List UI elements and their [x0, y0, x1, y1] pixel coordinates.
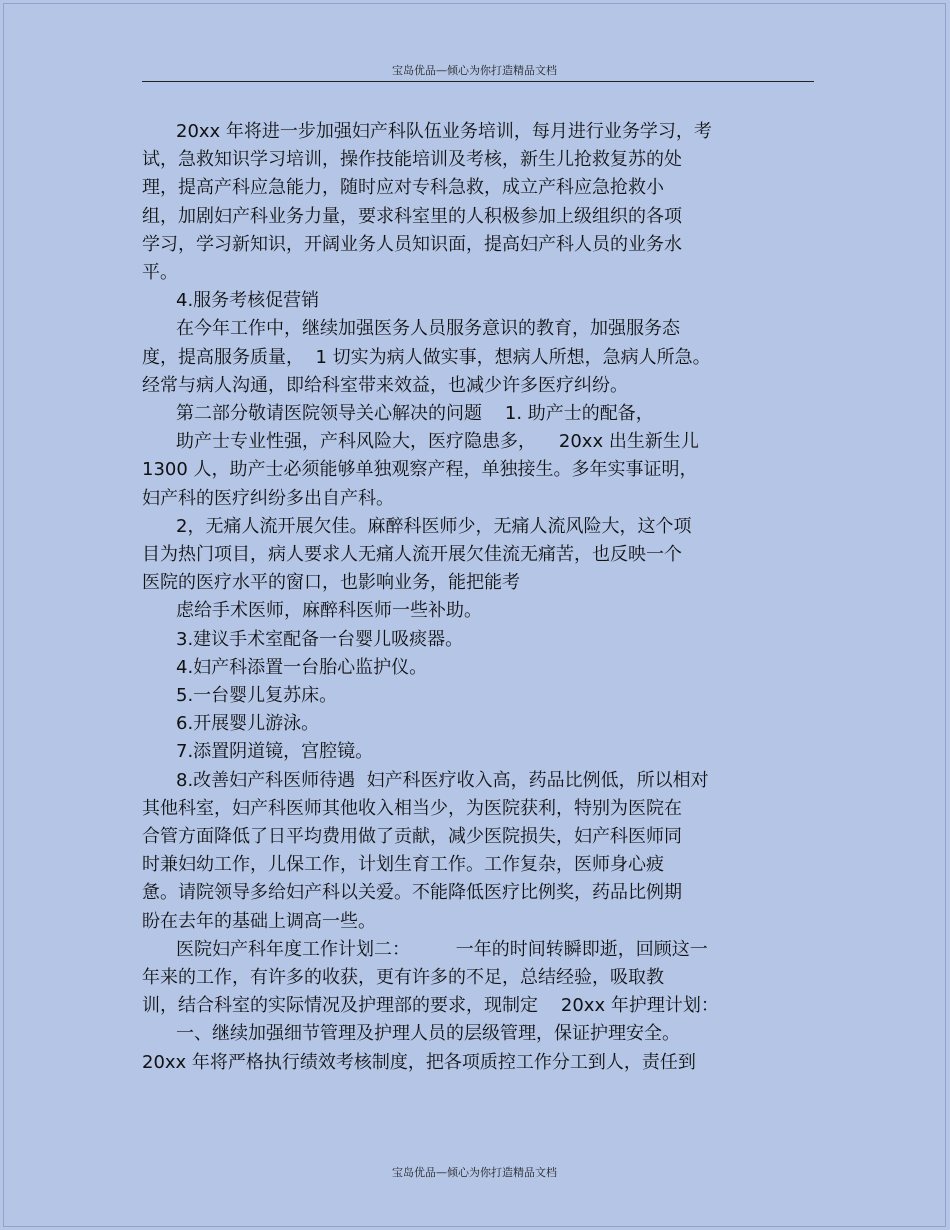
text-line: 惫。请院领导多给妇产科以关爱。不能降低医疗比例奖，药品比例期	[142, 882, 682, 904]
text-line: 盼在去年的基础上调高一些。	[142, 910, 376, 932]
text-line: 7.添置阴道镜，宫腔镜。	[176, 741, 374, 763]
text-line: 1300 人，助产士必须能够单独观察产程，单独接生。多年实事证明，	[142, 459, 698, 481]
text-line: 6.开展婴儿游泳。	[176, 713, 320, 735]
text-line: 医院的医疗水平的窗口，也影响业务，能把能考	[142, 572, 520, 594]
text-line: 平。	[142, 262, 178, 283]
text-line: 助产士专业性强，产科风险大，医疗隐患多， 20xx 出生新生儿	[176, 431, 699, 453]
text-line: 4.妇产科添置一台胎心监护仪。	[176, 656, 428, 678]
text-line: 在今年工作中，继续加强医务人员服务意识的教育，加强服务态	[176, 318, 680, 340]
text-line: 医院妇产科年度工作计划二： 一年的时间转瞬即逝，回顾这一	[176, 938, 708, 960]
text-line: 20xx 年将进一步加强妇产科队伍业务培训，每月进行业务学习，考	[176, 121, 712, 142]
text-line: 妇产科的医疗纠纷多出自产科。	[142, 487, 394, 509]
text-line: 学习，学习新知识，开阔业务人员知识面，提高妇产科人员的业务水	[142, 233, 682, 255]
header-divider	[142, 81, 814, 82]
text-line: 8.改善妇产科医师待遇 妇产科医疗收入高，药品比例低，所以相对	[176, 769, 709, 791]
text-line: 一、继续加强细节管理及护理人员的层级管理，保证护理安全。	[176, 1023, 680, 1045]
text-line: 试，急救知识学习培训，操作技能培训及考核，新生儿抢救复苏的处	[142, 149, 682, 171]
page-header: 宝岛优品—倾心为你打造精品文档	[392, 64, 557, 77]
text-line: 时兼妇幼工作，儿保工作，计划生育工作。工作复杂，医师身心疲	[142, 854, 664, 876]
text-line: 训，结合科室的实际情况及护理部的要求，现制定 20xx 年护理计划：	[142, 995, 719, 1017]
text-line: 2，无痛人流开展欠佳。麻醉科医师少，无痛人流风险大，这个项	[176, 515, 692, 537]
text-line: 年来的工作，有许多的收获，更有许多的不足，总结经验，吸取教	[142, 967, 664, 988]
text-line: 5.一台婴儿复苏床。	[176, 685, 338, 706]
page-footer: 宝岛优品—倾心为你打造精品文档	[392, 1166, 557, 1179]
text-line: 其他科室，妇产科医师其他收入相当少，为医院获利，特别为医院在	[142, 797, 682, 819]
text-line: 20xx 年将严格执行绩效考核制度，把各项质控工作分工到人，责任到	[142, 1051, 696, 1073]
text-line: 4.服务考核促营销	[176, 290, 320, 312]
text-line: 合管方面降低了日平均费用做了贡献，减少医院损失，妇产科医师同	[142, 826, 682, 847]
document-page	[3, 3, 946, 1227]
text-line: 3.建议手术室配备一台婴儿吸痰器。	[176, 628, 464, 650]
text-line: 虑给手术医师，麻醉科医师一些补助。	[176, 600, 482, 622]
text-line: 组，加剧妇产科业务力量，要求科室里的人积极参加上级组织的各项	[142, 205, 682, 227]
text-line: 理，提高产科应急能力，随时应对专科急救，成立产科应急抢救小	[142, 177, 664, 199]
text-line: 经常与病人沟通，即给科室带来效益，也减少许多医疗纠纷。	[142, 374, 628, 396]
text-line: 第二部分敬请医院领导关心解决的问题 1. 助产士的配备，	[176, 403, 654, 424]
text-line: 度，提高服务质量， 1 切实为病人做实事，想病人所想，急病人所急。	[142, 346, 711, 368]
text-line: 目为热门项目，病人要求人无痛人流开展欠佳流无痛苦，也反映一个	[142, 544, 682, 565]
